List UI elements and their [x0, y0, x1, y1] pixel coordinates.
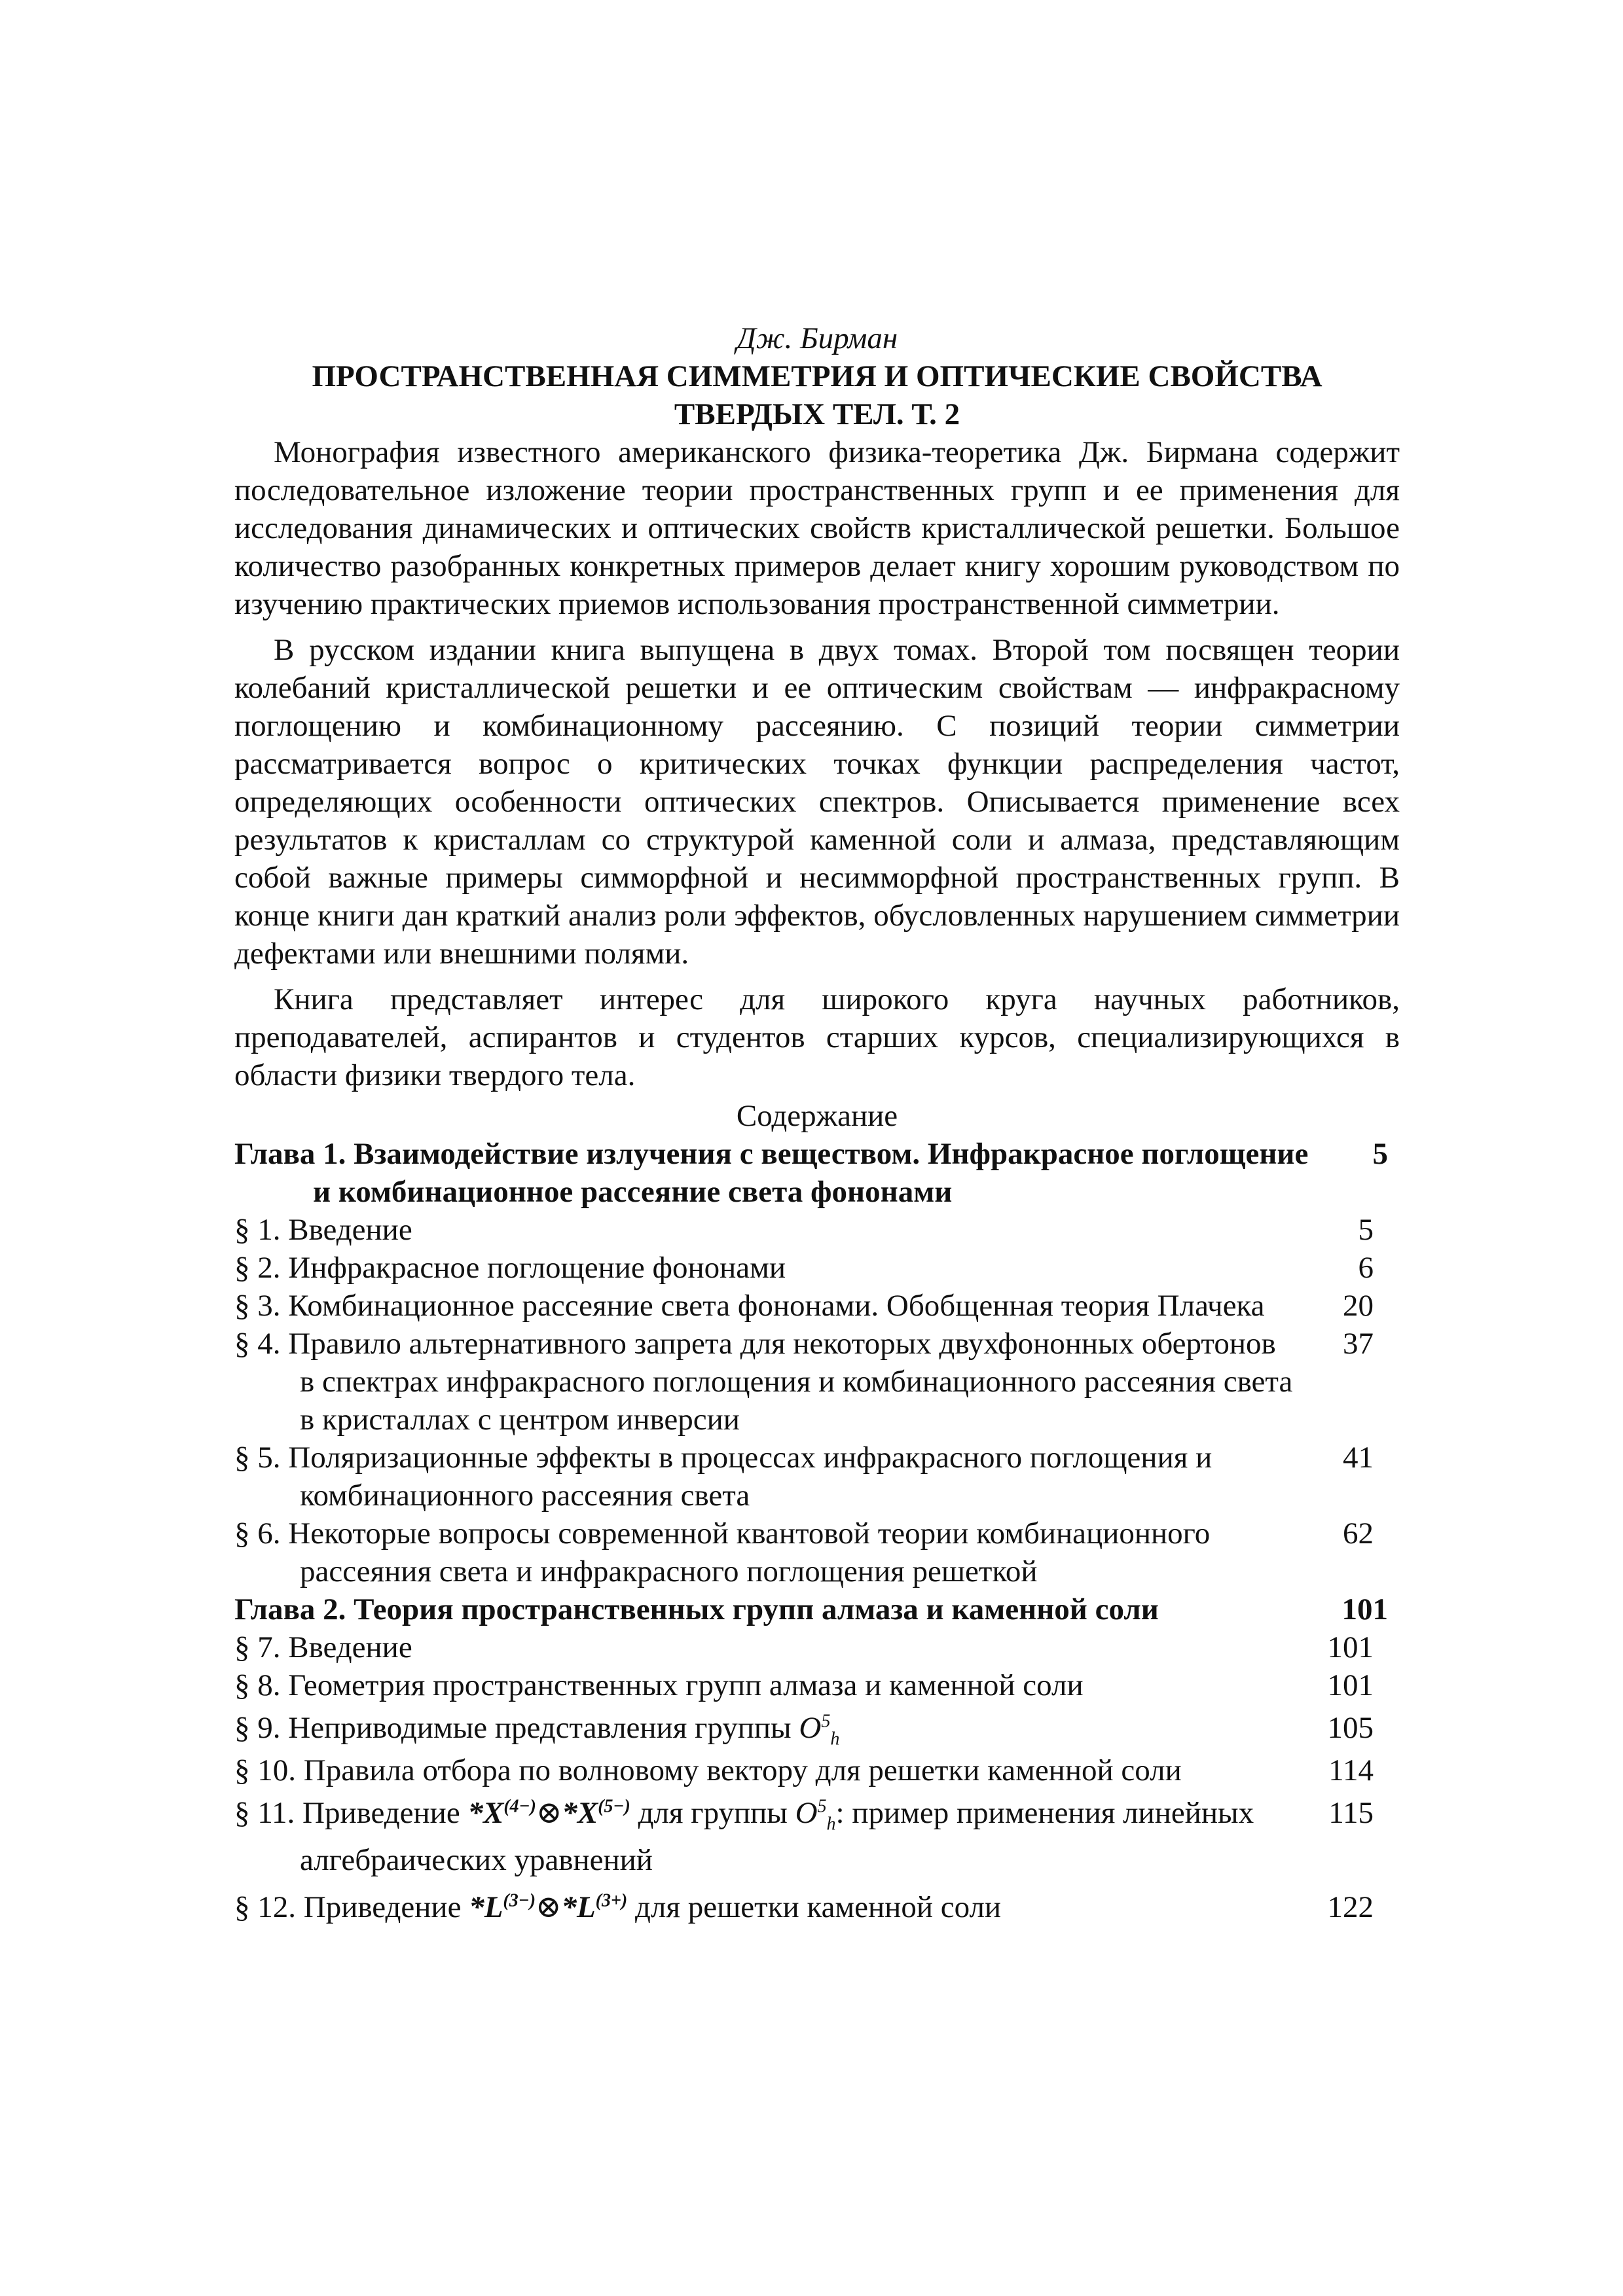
toc-row — [234, 1590, 1400, 1628]
toc-entry-title: § 3. Комбинационное рассеяние света фононами. Обобщенная теория Плачека — [234, 1289, 1265, 1323]
toc-entry-page: 5 — [1372, 1137, 1388, 1171]
toc-entry-title: Глава 1. Взаимодействие излучения с веществом. Инфракрасное поглощение и комбинационное рассеяние света фононами — [234, 1137, 1309, 1209]
document-page — [234, 319, 1400, 1931]
toc-entry-title: Глава 2. Теория пространственных групп алмаза и каменной соли — [234, 1592, 1159, 1626]
toc-entry-page: 101 — [1327, 1668, 1374, 1702]
toc-entry-title: § 10. Правила отбора по волновому вектору для решетки каменной соли — [234, 1753, 1182, 1787]
toc-entry-page: 105 — [1327, 1711, 1374, 1745]
toc-entry-title: § 4. Правило альтернативного запрета для некоторых двухфононных обертонов в спектрах инфракрасного поглощения и комбинационного рассеяния света в кристаллах с центром инверсии — [234, 1327, 1293, 1437]
table-of-contents — [234, 1135, 1400, 1931]
group-symbol: $O^5_h$ — [795, 1796, 836, 1835]
toc-row — [234, 1789, 1400, 1884]
toc-entry-page: 115 — [1328, 1796, 1374, 1830]
toc-row — [234, 1211, 1400, 1249]
toc-entry-title: § 6. Некоторые вопросы современной квантовой теории комбинационного рассеяния света и инфракрасного поглощения решеткой — [234, 1516, 1211, 1588]
toc-entry-title: § 8. Геометрия пространственных групп алмаза и каменной соли — [234, 1668, 1084, 1702]
title-line-1: ПРОСТРАНСТВЕННАЯ СИММЕТРИЯ И ОПТИЧЕСКИЕ СВОЙСТВА — [312, 359, 1322, 393]
toc-entry-title: § 2. Инфракрасное поглощение фононами — [234, 1251, 786, 1285]
toc-row — [234, 1439, 1400, 1515]
toc-row — [234, 1628, 1400, 1666]
toc-entry-page: 62 — [1343, 1516, 1374, 1551]
toc-row — [234, 1751, 1400, 1789]
toc-row — [234, 1666, 1400, 1704]
toc-entry-title: § 7. Введение — [234, 1630, 412, 1664]
toc-entry-page: 114 — [1328, 1753, 1374, 1787]
author: Дж. Бирман — [736, 321, 898, 355]
toc-entry-page: 101 — [1327, 1630, 1374, 1664]
toc-entry-text: для группы — [638, 1796, 788, 1830]
toc-entry-text: : пример применения линейных алгебраических уравнений — [300, 1796, 1254, 1877]
group-symbol: $O^5_h$ — [799, 1711, 840, 1749]
toc-entry-page: 37 — [1343, 1327, 1374, 1361]
toc-row — [234, 1135, 1400, 1211]
toc-entry-page: 122 — [1327, 1890, 1374, 1924]
toc-entry-page: 101 — [1341, 1592, 1388, 1626]
toc-entry-title — [234, 1884, 1295, 1931]
toc-entry-page: 6 — [1358, 1251, 1374, 1285]
contents-heading: Содержание — [736, 1099, 898, 1133]
toc-row — [234, 1249, 1400, 1287]
formula-l3m-l3p: $*L^{(3-)}\otimes*L^{(3+)}$ — [469, 1890, 628, 1924]
toc-entry-page: 41 — [1343, 1441, 1374, 1475]
toc-entry-title — [234, 1789, 1295, 1884]
toc-entry-title: § 5. Поляризационные эффекты в процессах инфракрасного поглощения и комбинационного рассеяния света — [234, 1441, 1213, 1513]
annotation-paragraph-2: В русском издании книга выпущена в двух томах. Второй том посвящен теории колебаний кристаллической решетки и ее оптическим свойствам — инфракрасному поглощению и комбинационному рассеянию. С позиций теории симметрии рассматривается вопрос о критических точках функции распределения частот, определяющих особенности оптических спектров. Описывается применение всех результатов к кристаллам со структурой каменной соли и алмаза, представляющим собой важные примеры симморфной и несимморфной пространственных групп. В конце книги дан краткий анализ роли эффектов, обусловленных нарушением симметрии дефектами или внешними полями. — [234, 633, 1400, 971]
toc-row — [234, 1287, 1400, 1325]
title-line-2: ТВЕРДЫХ ТЕЛ. Т. 2 — [674, 397, 960, 431]
toc-entry-page: 20 — [1343, 1289, 1374, 1323]
toc-row — [234, 1704, 1400, 1751]
toc-entry-text: § 9. Неприводимые представления группы — [234, 1711, 792, 1745]
toc-row — [234, 1884, 1400, 1931]
formula-x4-x5: $*X^{(4-)}\otimes*X^{(5-)}$ — [467, 1796, 630, 1830]
toc-entry-text: § 12. Приведение — [234, 1890, 462, 1924]
toc-entry-title: § 1. Введение — [234, 1213, 412, 1247]
annotation-paragraph-1: Монография известного американского физика-теоретика Дж. Бирмана содержит последовательное изложение теории пространственных групп и ее применения для исследования динамических и оптических свойств кристаллической решетки. Большое количество разобранных конкретных примеров делает книгу хорошим руководством по изучению практических приемов использования пространственной симметрии. — [234, 435, 1400, 621]
toc-entry-title — [234, 1704, 1295, 1751]
annotation-paragraph-3: Книга представляет интерес для широкого круга научных работников, преподавателей, аспирантов и студентов старших курсов, специализирующихся в области физики твердого тела. — [234, 982, 1400, 1092]
toc-row — [234, 1515, 1400, 1590]
book-title — [234, 357, 1400, 433]
toc-entry-page: 5 — [1358, 1213, 1374, 1247]
toc-row — [234, 1325, 1400, 1439]
toc-entry-text: для решетки каменной соли — [635, 1890, 1002, 1924]
toc-entry-text: § 11. Приведение — [234, 1796, 460, 1830]
